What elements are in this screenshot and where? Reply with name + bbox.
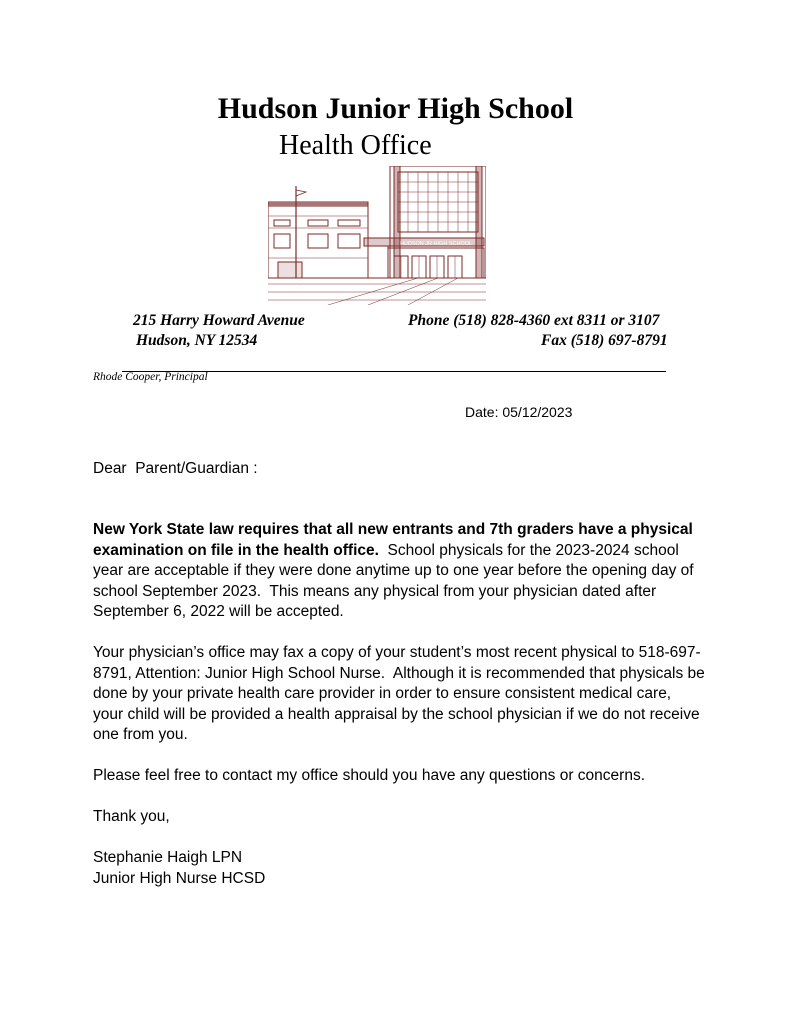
fax-number: Fax (518) 697-8791 — [541, 332, 668, 349]
paragraph-contact: Please feel free to contact my office should you have any questions or concerns. — [93, 767, 646, 784]
address-line1: 215 Harry Howard Avenue — [133, 312, 305, 329]
paragraph-bold-lead: New York State law requires that all new entrants and 7th graders have a physical examination on file in the health office. — [93, 521, 693, 559]
paragraph-physical-requirement — [93, 520, 705, 623]
paragraph-fax-instructions: Your physician’s office may fax a copy of your student’s most recent physical to 518-697-8791, Attention: Junior High School Nurse. Although it is recommended that physicals be done by your private health care provider in order to ensure consistent medical care, your child will be provided a health appraisal by the school physician if we do not receive one from you. — [93, 644, 710, 744]
signer-name: Stephanie Haigh LPN — [93, 849, 243, 866]
school-building-image — [268, 166, 486, 305]
paragraph-details: School physicals for the 2023-2024 school year are acceptable if they were done anytime up to one year before the opening day of school September 2023. This means any physical from your physician dated after September 6, 2022 will be accepted. — [93, 541, 698, 621]
principal-name: Rhode Cooper, Principal — [93, 371, 208, 383]
greeting: Dear Parent/Guardian : — [93, 460, 258, 477]
office-name: Health Office — [279, 130, 432, 161]
closing: Thank you, — [93, 808, 170, 825]
school-name: Hudson Junior High School — [217, 92, 574, 125]
address-line2: Hudson, NY 12534 — [136, 332, 258, 349]
building-sign: HUDSON JR HIGH SCHOOL — [399, 241, 473, 247]
phone-number: Phone (518) 828-4360 ext 8311 or 3107 — [408, 312, 660, 329]
signer-title: Junior High Nurse HCSD — [93, 870, 266, 887]
letter-date: Date: 05/12/2023 — [465, 404, 573, 420]
